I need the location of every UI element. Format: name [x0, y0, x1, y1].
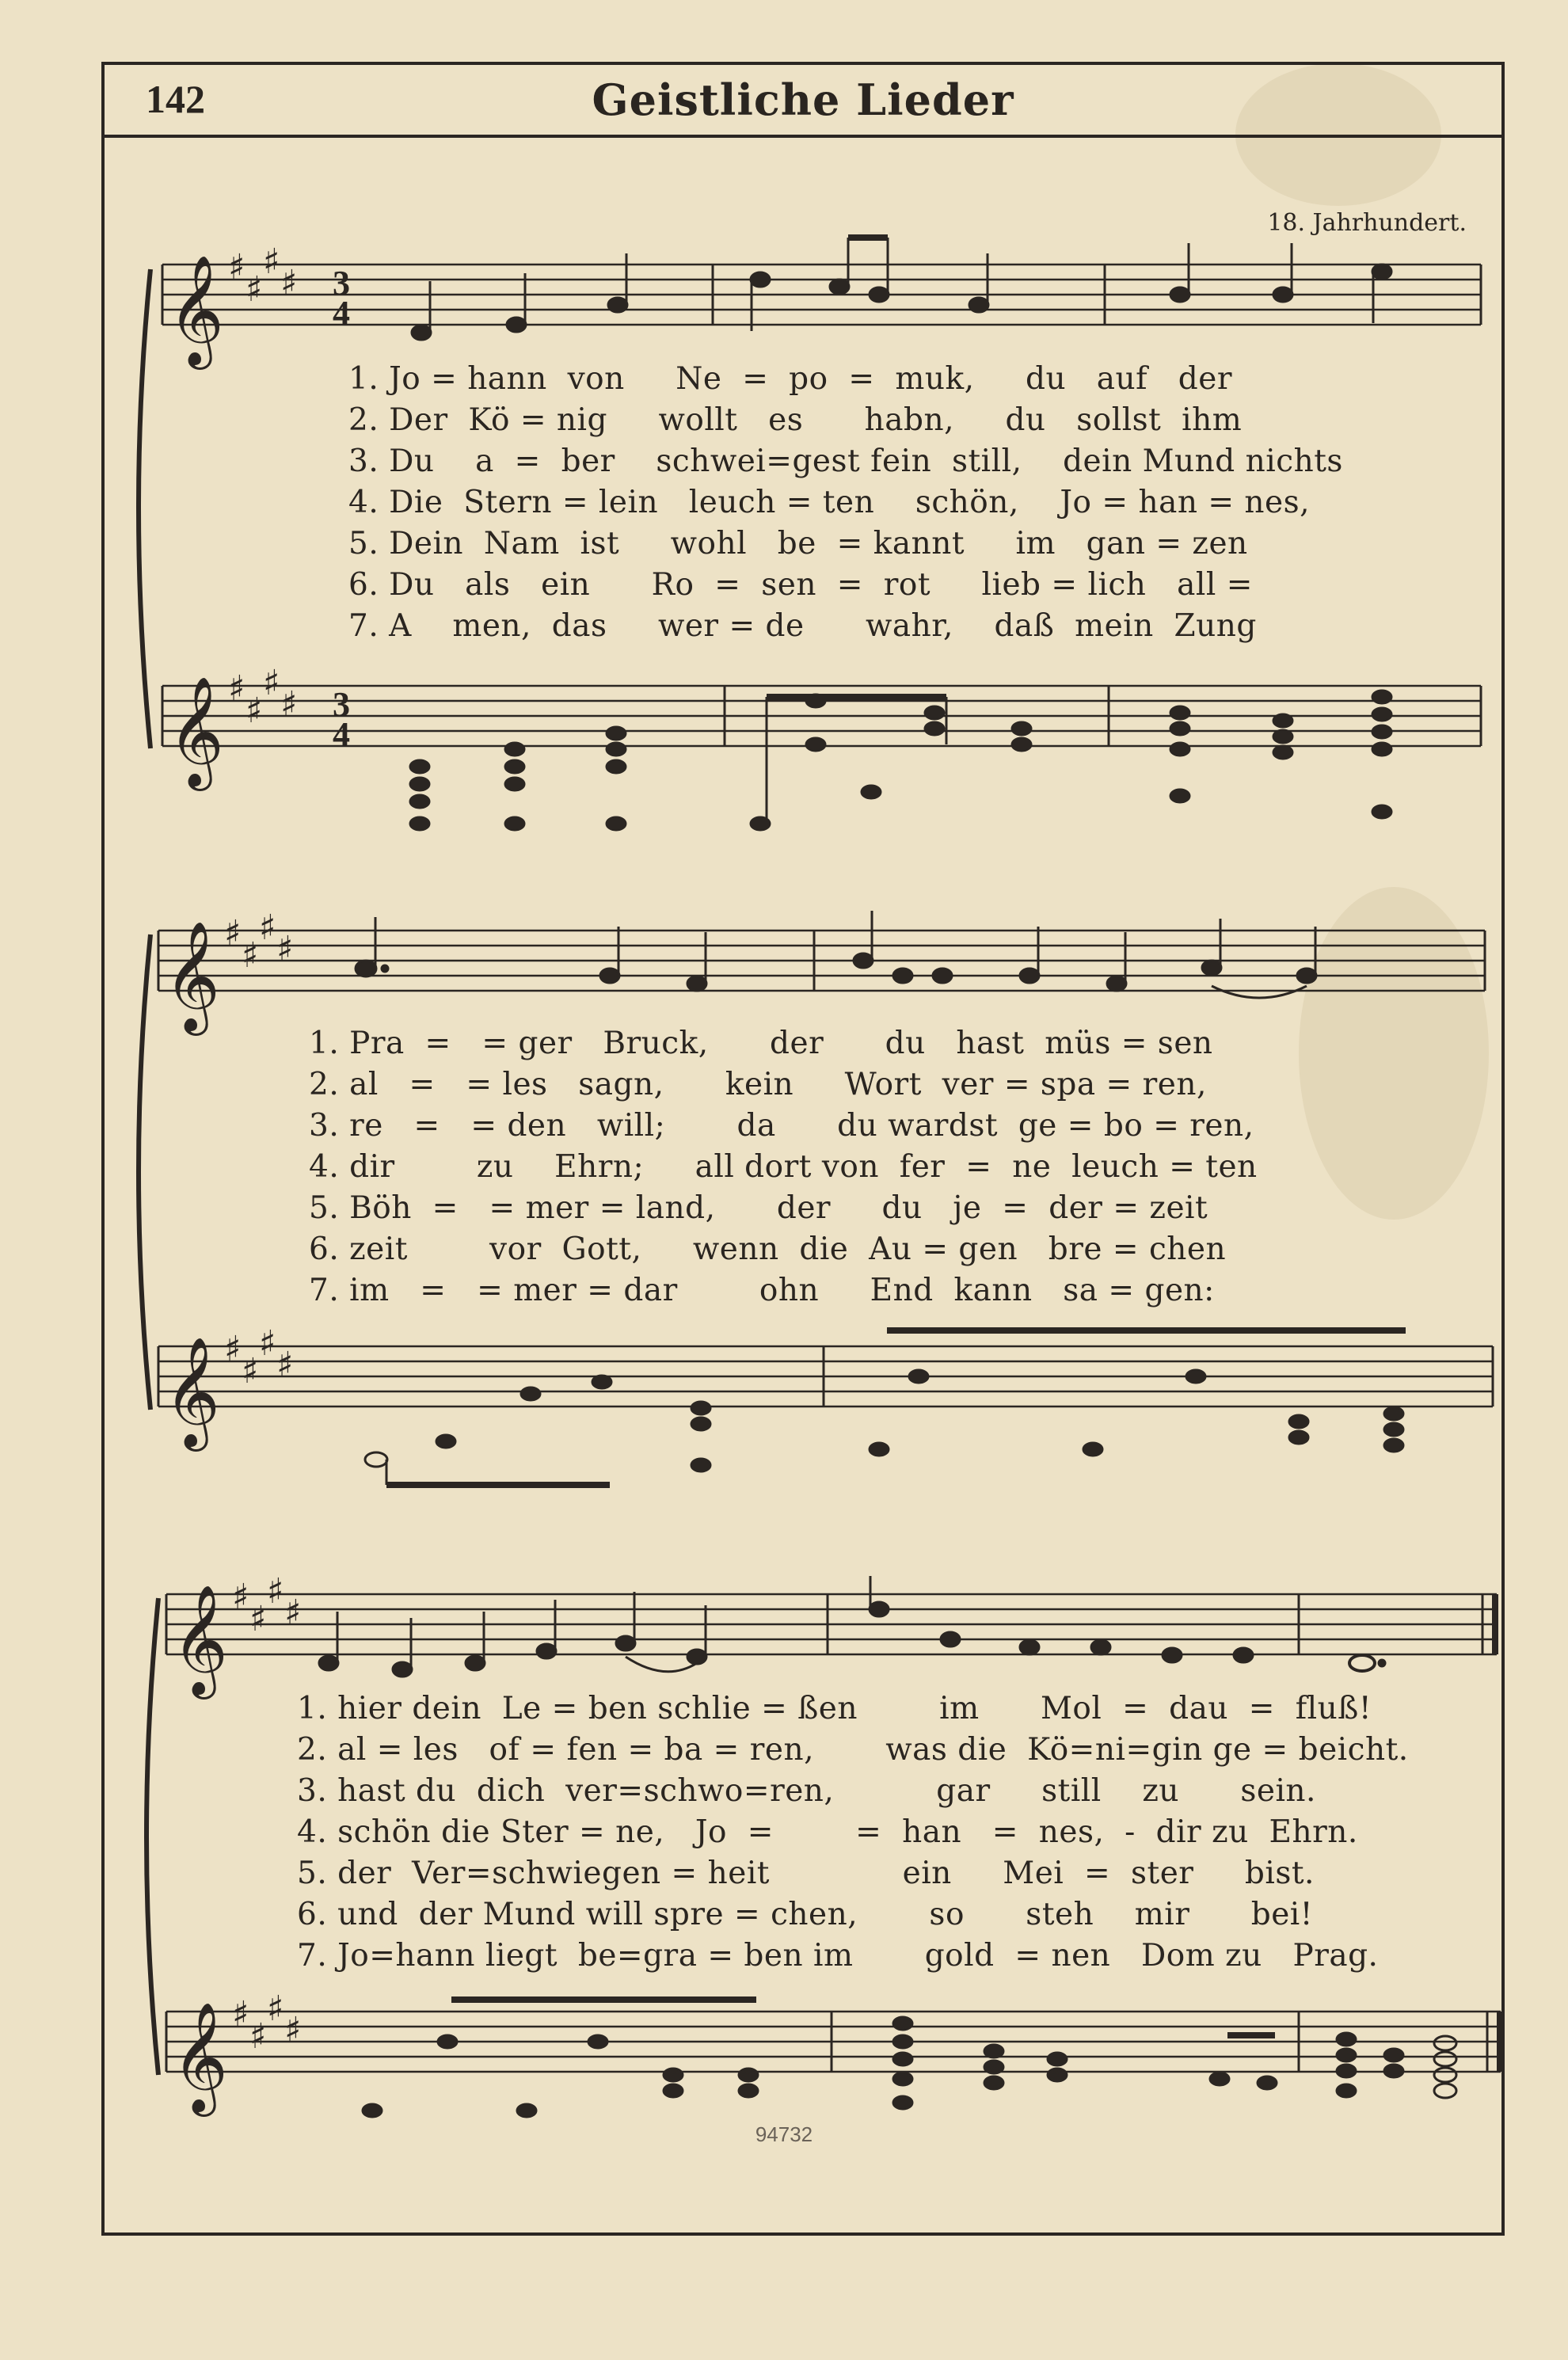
attribution: 18. Jahrhundert. — [1267, 209, 1467, 237]
svg-text:♯: ♯ — [242, 1351, 259, 1391]
melody-notes-3 — [319, 1576, 1385, 1677]
system-brace-2 — [139, 934, 150, 1410]
time-signature-bottom: 4 — [333, 294, 350, 333]
svg-text:♯: ♯ — [259, 908, 276, 948]
svg-text:♯: ♯ — [280, 263, 298, 303]
system-brace-3 — [147, 1598, 158, 2075]
key-signature-sharps-icon — [224, 908, 293, 976]
key-signature-sharps-icon — [228, 242, 297, 310]
system-brace-1 — [139, 269, 150, 748]
svg-text:♯: ♯ — [249, 2016, 267, 2057]
plate-number: 94732 — [755, 2122, 813, 2146]
svg-text:♯: ♯ — [259, 1323, 276, 1364]
lyric-line: 2. al = = les sagn, kein Wort ver = spa = ren, — [309, 1067, 1207, 1102]
accompaniment-chords-2 — [365, 1330, 1406, 1485]
lyric-line: 4. dir zu Ehrn; all dort von fer = ne leuch = ten — [309, 1149, 1258, 1185]
svg-text:♯: ♯ — [228, 668, 245, 709]
lyric-line: 4. Die Stern = lein leuch = ten schön, Jo = han = nes, — [348, 485, 1311, 520]
lyric-line: 5. Böh = = mer = land, der du je = der = zeit — [309, 1190, 1208, 1226]
page-title: Geistliche Lieder — [592, 74, 1014, 125]
time-signature-bottom: 4 — [333, 715, 350, 754]
svg-text:♯: ♯ — [267, 1989, 284, 2029]
svg-text:♯: ♯ — [263, 663, 280, 703]
lyric-line: 3. re = = den will; da du wardst ge = bo = ren, — [309, 1108, 1254, 1144]
lyric-line: 6. zeit vor Gott, wenn die Au = gen bre = chen — [309, 1231, 1227, 1267]
lyric-line: 3. Du a = ber schwei=gest fein still, dein Mund nichts — [348, 443, 1343, 479]
staff-accompaniment-2 — [158, 1346, 1493, 1406]
treble-clef-icon: 𝄞 — [172, 1585, 228, 1695]
lyric-line: 5. Dein Nam ist wohl be = kannt im gan = zen — [348, 526, 1248, 561]
svg-text:♯: ♯ — [232, 1577, 249, 1617]
svg-text:♯: ♯ — [267, 1571, 284, 1612]
lyric-line: 1. hier dein Le = ben schlie = ßen im Mol = dau = fluß! — [297, 1691, 1372, 1726]
treble-clef-icon: 𝄞 — [168, 255, 224, 365]
svg-text:♯: ♯ — [224, 913, 242, 954]
lyric-line: 4. schön die Ster = ne, Jo = = han = nes, - dir zu Ehrn. — [297, 1814, 1358, 1850]
staff-accompaniment-3 — [166, 2012, 1501, 2072]
lyric-line: 7. im = = mer = dar ohn End kann sa = gen: — [309, 1273, 1215, 1308]
svg-text:♯: ♯ — [276, 1345, 294, 1385]
key-signature-sharps-icon — [224, 1323, 293, 1391]
lyric-line: 5. der Ver=schwiegen = heit ein Mei = ster bist. — [297, 1856, 1315, 1891]
lyric-line: 2. Der Kö = nig wollt es habn, du sollst ihm — [348, 402, 1243, 438]
time-signature-top: 3 — [333, 264, 350, 303]
lyric-line: 6. und der Mund will spre = chen, so steh mir bei! — [297, 1897, 1313, 1932]
key-signature-sharps-icon — [232, 1989, 301, 2057]
svg-text:♯: ♯ — [224, 1329, 242, 1369]
treble-clef-icon: 𝄞 — [164, 1337, 220, 1447]
lyric-line: 1. Jo = hann von Ne = po = muk, du auf der — [348, 361, 1232, 397]
lyric-line: 6. Du als ein Ro = sen = rot lieb = lich all = — [348, 567, 1253, 603]
treble-clef-icon: 𝄞 — [168, 676, 224, 786]
melody-notes-2 — [356, 911, 1316, 998]
svg-text:♯: ♯ — [249, 1599, 267, 1639]
accompaniment-chords-3 — [363, 2000, 1456, 2117]
svg-text:♯: ♯ — [228, 247, 245, 287]
lyric-line: 1. Pra = = ger Bruck, der du hast müs = sen — [309, 1026, 1213, 1061]
page-number: 142 — [146, 77, 205, 121]
svg-text:♯: ♯ — [284, 1593, 302, 1633]
time-signature-top: 3 — [333, 685, 350, 724]
lyric-line: 2. al = les of = fen = ba = ren, was die Kö=ni=gin ge = beicht. — [297, 1732, 1409, 1768]
svg-text:♯: ♯ — [245, 691, 263, 731]
lyric-line: 7. Jo=hann liegt be=gra = ben im gold = nen Dom zu Prag. — [297, 1938, 1379, 1974]
svg-text:♯: ♯ — [263, 242, 280, 282]
staff-voice-3 — [166, 1594, 1497, 1654]
svg-text:♯: ♯ — [232, 1994, 249, 2035]
key-signature-sharps-icon — [228, 663, 297, 731]
svg-text:♯: ♯ — [284, 2010, 302, 2050]
svg-text:♯: ♯ — [280, 684, 298, 725]
staff-voice-2 — [158, 931, 1485, 991]
accompaniment-chords-1 — [410, 691, 1391, 830]
treble-clef-icon: 𝄞 — [164, 921, 220, 1031]
treble-clef-icon: 𝄞 — [172, 2002, 228, 2112]
lyric-line: 7. A men, das wer = de wahr, daß mein Zung — [348, 608, 1257, 644]
svg-text:♯: ♯ — [276, 929, 294, 969]
key-signature-sharps-icon — [232, 1571, 301, 1639]
svg-text:♯: ♯ — [242, 935, 259, 976]
lyric-line: 3. hast du dich ver=schwo=ren, gar still zu sein. — [297, 1773, 1316, 1809]
svg-text:♯: ♯ — [245, 269, 263, 310]
